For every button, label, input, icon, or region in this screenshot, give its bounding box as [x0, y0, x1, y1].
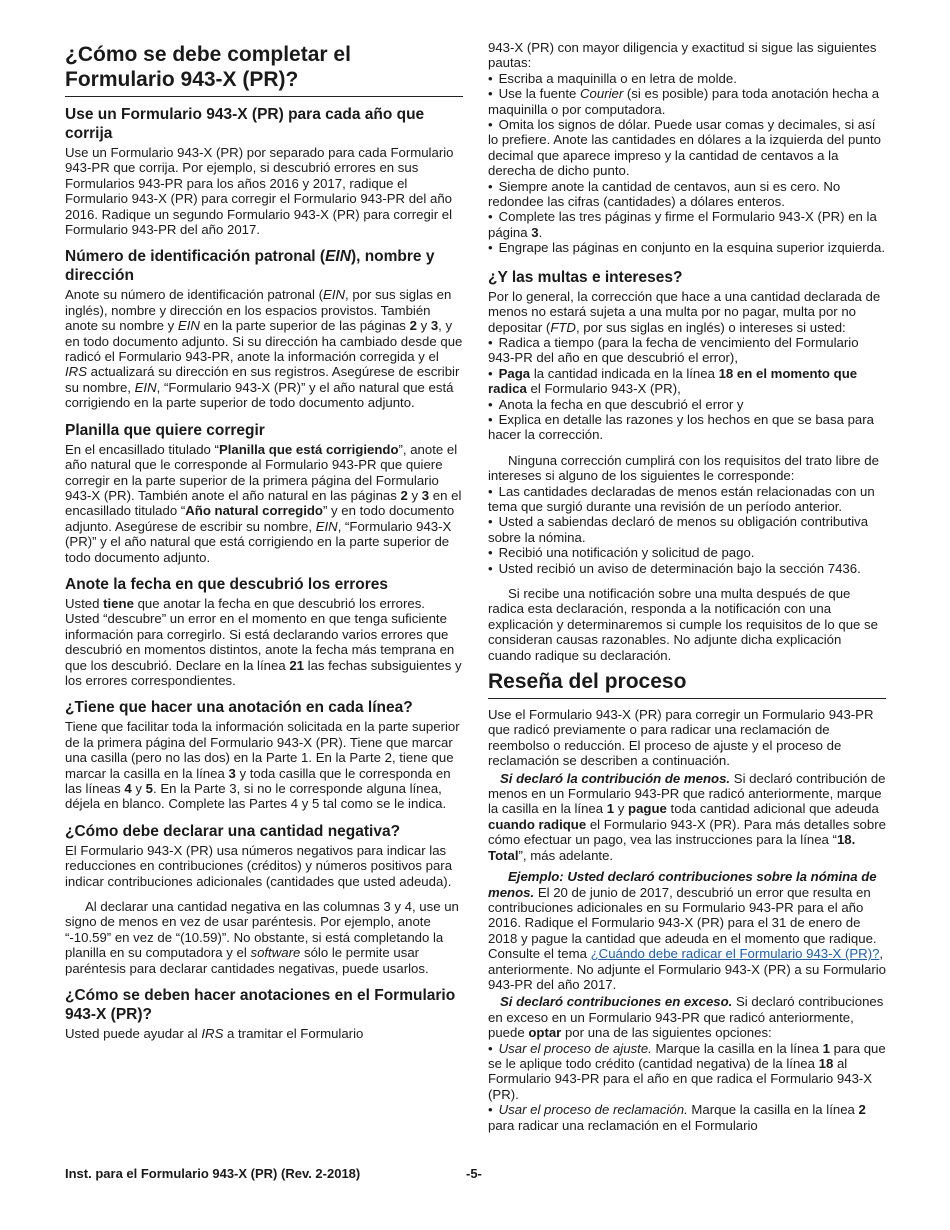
- heading-every-line: ¿Tiene que hacer una anotación en cada línea?: [65, 699, 413, 717]
- paragraph-ein-name-address: Anote su número de identificación patronal (EIN, por sus siglas en inglés), nombre y dirección en los espacios provistos. También anote su nombre y EIN en la parte superior de las páginas 2 y 3, y en todo documento adjunto. Si su dirección ha cambiado desde que radicó el Formulario 943-PR, anote la información corregida y el IRS actualizará su dirección en sus registros. Asegúrese de escribir su nombre, EIN, “Formulario 943-X (PR)” y el año natural que está corrigiendo en la parte superior de todo documento adjunto.: [65, 287, 463, 411]
- process-overview-title: Reseña del proceso: [488, 670, 687, 694]
- guidelines-list: [488, 71, 886, 256]
- list-item: • Paga la cantidad indicada en la línea 18 en el momento que radica el Formulario 943-X (PR),: [488, 366, 886, 397]
- list-item: • Complete las tres páginas y firme el Formulario 943-X (PR) en la página 3.: [488, 209, 886, 240]
- heading-ein-name-address: Número de identificación patronal (EIN), nombre y dirección: [65, 248, 435, 285]
- list-item: • Explica en detalle las razones y los hechos en que se basa para hacer la corrección.: [488, 412, 886, 443]
- list-item: • Omita los signos de dólar. Puede usar comas y decimales, si así lo prefiere. Anote las cantidades en dólares a la izquierda del punto decimal que aparece impreso y la cantidad de centavos a la derecha de dicho punto.: [488, 117, 886, 179]
- heading-penalties-interest: ¿Y las multas e intereses?: [488, 268, 683, 286]
- list-item: • Usar el proceso de reclamación. Marque la casilla en la línea 2 para radicar una reclamación en el Formulario: [488, 1102, 886, 1133]
- list-item: • Anota la fecha en que descubrió el error y: [488, 397, 886, 412]
- paragraph-underreported: Si declaró la contribución de menos. Si declaró contribución de menos en un Formulario 943-PR que radicó anteriormente, marque la casilla en la línea 1 y pague toda cantidad adicional que adeuda cuando radique el Formulario 943-X (PR). Para más detalles sobre cómo efectuar un pago, vea las instrucciones para la línea “18. Total”, más adelante.: [488, 770, 886, 863]
- paragraph-overreported: Si declaró contribuciones en exceso. Si declaró contribuciones en exceso en un Formulario 943-PR que radicó anteriormente, puede optar por una de las siguientes opciones:: [488, 994, 884, 1041]
- heading-entries: ¿Cómo se deben hacer anotaciones en el Formulario 943-X (PR)?: [65, 987, 456, 1024]
- when-to-file-link[interactable]: ¿Cuándo debe radicar el Formulario 943-X (PR)?: [590, 946, 880, 962]
- interest-exceptions-list: [488, 484, 886, 576]
- section-title: ¿Cómo se debe completar el Formulario 943-X (PR)?: [65, 43, 351, 91]
- paragraph-example: Ejemplo: Usted declaró contribuciones sobre la nómina de menos. El 20 de junio de 2017, descubrió un error que resulta en contribuciones adicionales en su Formulario 943-PR para el año 2016. Radique el Formulario 943-X (PR) para el 31 de enero de 2018 y pague la cantidad que adeuda en el momento que radique. Consulte el tema ¿Cuándo debe radicar el Formulario 943-X (PR)?, anteriormente. No adjunte el Formulario 943-X (PR) a su Formulario 943-PR del año 2017.: [488, 869, 886, 992]
- paragraph-discovery-date: Usted tiene que anotar la fecha en que descubrió los errores. Usted “descubre” un error en el momento en que tenga suficiente información para corregirlo. Si está declarando varios errores que descubrió en momentos distintos, anote la fecha más temprana en que los descubrió. Declare en la línea 21 las fechas subsiguientes y los errores correspondientes.: [65, 595, 462, 688]
- paragraph-negative-amount-1: El Formulario 943-X (PR) usa números negativos para indicar las reducciones en contribuciones (créditos) y números positivos para indicar contribuciones adicionales (cantidades que usted adeuda).: [65, 842, 453, 889]
- paragraph-return-to-correct: En el encasillado titulado “Planilla que está corrigiendo”, anote el año natural que le corresponde al Formulario 943-PR que quiere corregir en la parte superior de la primera página del Formulario 943-X (PR). También anote el año natural en las páginas 2 y 3 en el encasillado titulado “Año natural corregido” y en todo documento adjunto. Asegúrese de escribir su nombre, EIN, “Formulario 943-X (PR)” y el año natural que está corrigiendo en la parte superior de todo documento adjunto.: [65, 441, 462, 565]
- list-item: • Use la fuente Courier (si es posible) para toda anotación hecha a maquinilla o por computadora.: [488, 86, 886, 117]
- paragraph-no-interest-free: Ninguna corrección cumplirá con los requisitos del trato libre de intereses si alguno de los siguientes le corresponde:: [488, 452, 879, 484]
- paragraph-negative-amount-2: Al declarar una cantidad negativa en las columnas 3 y 4, use un signo de menos en vez de usar paréntesis. Por ejemplo, anote “-10.59” en vez de “(10.59)”. No obstante, si está completando la planilla en su computadora y el software sólo le permite usar paréntesis para declarar cantidades negativas, puede usarlos.: [65, 899, 459, 976]
- left-column: [65, 40, 463, 1041]
- penalty-conditions-list: [488, 335, 886, 443]
- heading-return-to-correct: Planilla que quiere corregir: [65, 421, 265, 439]
- paragraph-entries-continued: 943-X (PR) con mayor diligencia y exactitud si sigue las siguientes pautas:: [488, 40, 877, 71]
- paragraph-every-line: Tiene que facilitar toda la información solicitada en la parte superior de la primera página del Formulario 943-X (PR). Tiene que marcar una casilla (pero no las dos) en la Parte 1. En la Parte 2, tiene que marcar la casilla en la línea 3 y toda casilla que le corresponda en las líneas 4 y 5. En la Parte 3, si no le corresponde alguna línea, déjela en blanco. Complete las Partes 4 y 5 tal como se le indica.: [65, 719, 460, 812]
- title-divider: [65, 96, 463, 97]
- list-item: • Recibió una notificación y solicitud de pago.: [488, 545, 886, 560]
- paragraph-entries: Usted puede ayudar al IRS a tramitar el Formulario: [65, 1026, 364, 1042]
- list-item: • Radica a tiempo (para la fecha de vencimiento del Formulario 943-PR del año en que descubrió el error),: [488, 335, 886, 366]
- heading-discovery-date: Anote la fecha en que descubrió los errores: [65, 575, 389, 593]
- list-item: • Siempre anote la cantidad de centavos, aun si es cero. No redondee las cifras (cantidades) a dólares enteros.: [488, 179, 886, 210]
- heading-negative-amount: ¿Cómo debe declarar una cantidad negativa?: [65, 822, 401, 840]
- list-item: • Escriba a maquinilla o en letra de molde.: [488, 71, 886, 86]
- list-item: • Usted a sabiendas declaró de menos su obligación contributiva sobre la nómina.: [488, 514, 886, 545]
- options-list: [488, 1041, 886, 1133]
- footer-form-title: Inst. para el Formulario 943-X (PR) (Rev. 2-2018): [65, 1166, 361, 1181]
- list-item: • Usted recibió un aviso de determinación bajo la sección 7436.: [488, 561, 886, 576]
- list-item: • Usar el proceso de ajuste. Marque la casilla en la línea 1 para que se le aplique todo crédito (cantidad negativa) de la línea 18 al Formulario 943-PR para el año en que radica el Formulario 943-X (PR).: [488, 1041, 886, 1103]
- paragraph-penalty-notice: Si recibe una notificación sobre una multa después de que radica esta declaración, responda a la notificación con una explicación y determinaremos si cumple los requisitos de lo que se consideran causas razonables. No adjunte dicha explicación cuando radique su declaración.: [488, 586, 878, 663]
- page-number: -5-: [466, 1166, 482, 1181]
- right-column: [488, 40, 886, 1133]
- paragraph-one-form-per-year: Use un Formulario 943-X (PR) por separado para cada Formulario 943-PR que corrija. Por ejemplo, si descubrió errores en sus Formularios 943-PR para los años 2016 y 2017, radique el Formulario 943-X (PR) para corregir el Formulario 943-PR del año 2016. Radique un segundo Formulario 943-X (PR) para corregir el Formulario 943-PR del año 2017.: [65, 145, 454, 238]
- list-item: • Engrape las páginas en conjunto en la esquina superior izquierda.: [488, 240, 886, 255]
- list-item: • Las cantidades declaradas de menos están relacionadas con un tema que surgió durante una revisión de un período anterior.: [488, 484, 886, 515]
- process-divider: [488, 698, 886, 699]
- paragraph-process-intro: Use el Formulario 943-X (PR) para corregir un Formulario 943-PR que radicó previamente o para radicar una reclamación de reembolso o reducción. El proceso de ajuste y el proceso de reclamación se describen a continuación.: [488, 707, 874, 769]
- paragraph-penalties-intro: Por lo general, la corrección que hace a una cantidad declarada de menos no estará sujeta a una multa por no pagar, multa por no depositar (FTD, por sus siglas en inglés) o intereses si usted:: [488, 288, 881, 335]
- heading-one-form-per-year: Use un Formulario 943-X (PR) para cada año que corrija: [65, 106, 425, 142]
